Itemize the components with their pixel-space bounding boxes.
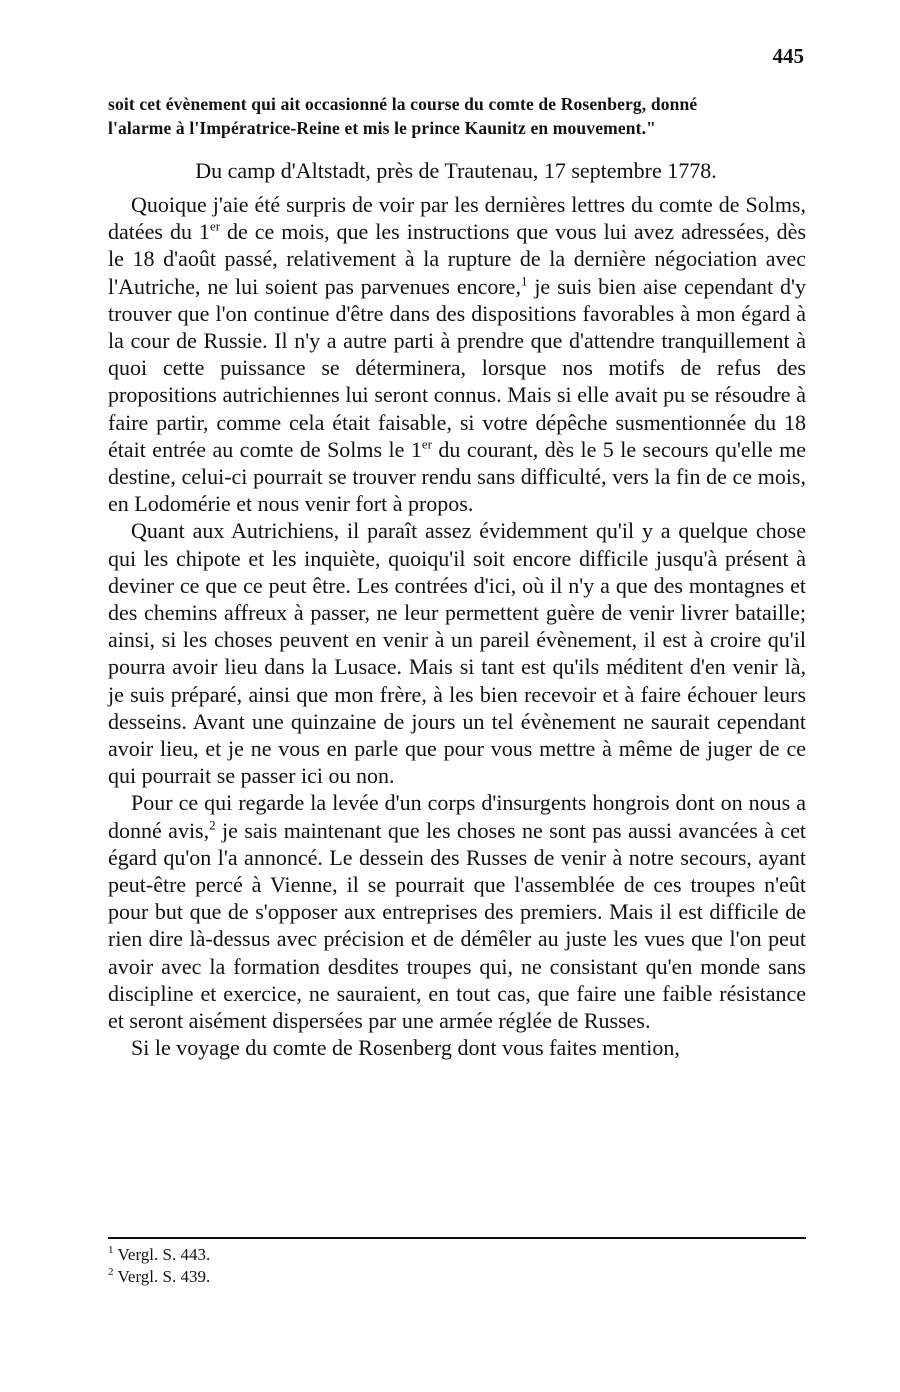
paragraph	[108, 191, 806, 517]
paragraph-text: de ce mois, que les instructions que vous lui avez adressées, dès le 18 d'août passé, relativement à la rupture de la dernière négociation avec l'Autriche, ne lui soient pas parvenues encore,	[108, 219, 807, 299]
footnote-mark: 1	[108, 1244, 114, 1257]
quote-line: soit cet évènement qui ait occasionné la course du comte de Rosenberg, donné	[108, 94, 698, 114]
letter-body	[108, 191, 806, 1062]
paragraph	[108, 789, 806, 1034]
paragraph-text: je sais maintenant que les choses ne sont pas aussi avancées à cet égard qu'on l'a annoncé. Le dessein des Russes de venir à notre secours, ayant peut-être percé à Vienne, il se pourrait que l'assemblée de ces troupes n'eût pour but que de s'opposer aux entreprises des premiers. Mais il est difficile de rien dire là-dessus avec précision et de démêler au juste les vues que l'on peut avoir avec la formation desdites troupes qui, ne consistant qu'en monde sans discipline et exercice, ne sauraient, en tout cas, que faire une faible résistance et seront aisément dispersées par une armée réglée de Russes.	[108, 817, 807, 1034]
footnote-text: Vergl. S. 443.	[117, 1245, 211, 1264]
footnote-ref: 2	[209, 817, 216, 833]
page-number: 445	[772, 44, 804, 68]
paragraph: Quant aux Autrichiens, il paraît assez évidemment qu'il y a quelque chose qui les chipote et les inquiète, quoiqu'il soit encore difficile jusqu'à présent à deviner ce que ce peut être. Les contrées d'ici, où il n'y a que des montagnes et des chemins affreux à passer, ne leur permettent guère de venir livrer bataille; ainsi, si les choses peuvent en venir à un pareil évènement, il est à croire qu'il pourra avoir lieu dans la Lusace. Mais si tant est qu'ils méditent d'en venir là, je suis préparé, ainsi que mon frère, à les bien recevoir et à faire échouer leurs desseins. Avant une quinzaine de jours un tel évènement ne saurait cependant avoir lieu, et je ne vous en parle que pour vous mettre à même de juger de ce qui pourrait se passer ici ou non.	[108, 518, 806, 789]
quote-line: l'alarme à l'Impératrice-Reine et mis le prince Kaunitz en mouvement."	[108, 118, 657, 138]
letter-dateline: Du camp d'Altstadt, près de Trautenau, 17 septembre 1778.	[195, 158, 717, 183]
footnote	[108, 1244, 210, 1266]
paragraph-text: Pour ce qui regarde la levée d'un corps d'insurgents hongrois dont on nous a donné avis,	[108, 790, 806, 843]
paragraph-text: je suis bien aise cependant d'y trouver que l'on continue d'être dans des dispositions favorables à mon égard à la cour de Russie. Il n'y a autre parti à prendre que d'attendre tranquillement à quoi cette puissance se déterminera, lorsque nos motifs de refus des propositions autrichiennes lui seront connus. Mais si elle avait pu se résoudre à faire partir, comme cela était faisable, si votre dépêche susmentionnée du 18 était entrée au comte de Solms le 1	[108, 273, 807, 462]
quoted-passage	[108, 92, 804, 140]
superscript: er	[209, 218, 221, 234]
footnotes	[108, 1244, 210, 1288]
footnote-ref: 1	[520, 273, 528, 289]
paragraph: Si le voyage du comte de Rosenberg dont vous faites mention,	[131, 1035, 680, 1061]
superscript: er	[421, 436, 432, 452]
paragraph-text: du courant, dès le 5 le secours qu'elle me destine, celui-ci pourrait se trouver rendu sans difficulté, vers la fin de ce mois, en Lodomérie et nous venir fort à propos.	[108, 436, 807, 517]
footnote-text: Vergl. S. 439.	[117, 1267, 211, 1286]
footnote-mark: 2	[108, 1266, 114, 1279]
paragraph-text: Quoique j'aie été surpris de voir par les dernières lettres du comte de Solms, datées du 1	[108, 192, 806, 245]
footnote-divider	[108, 1237, 806, 1239]
footnote	[108, 1266, 210, 1288]
